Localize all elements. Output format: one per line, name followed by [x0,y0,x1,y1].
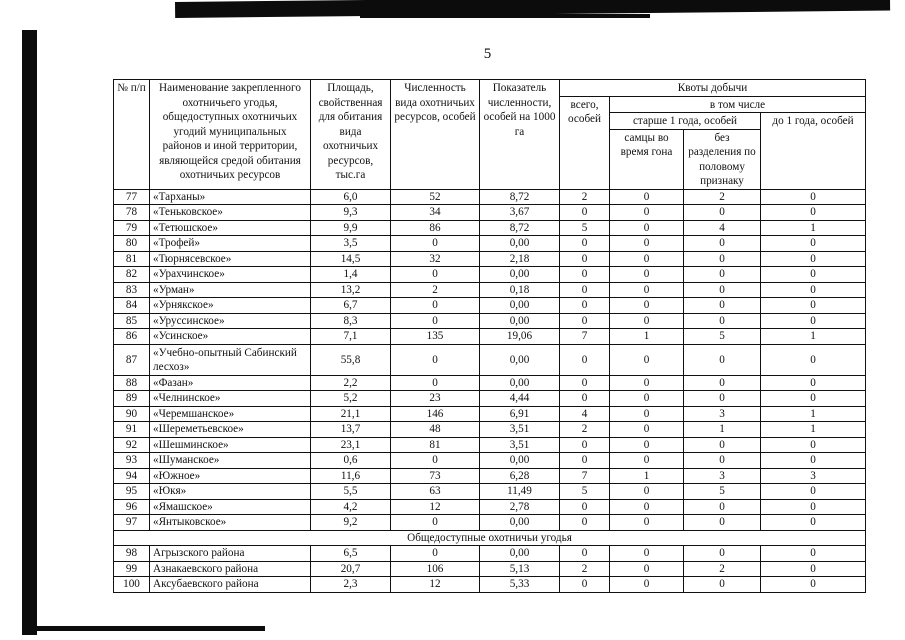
cell-males: 0 [610,298,684,314]
table-row [114,468,866,484]
cell-num: 100 [114,577,150,593]
cell-num: 97 [114,515,150,531]
cell-name: «Фазан» [150,375,311,391]
cell-name: «Шуманское» [150,453,311,469]
table-row [114,406,866,422]
header-area: Площадь, свойственная для обитания вида охотничьих ресурсов, тыс.га [311,80,391,190]
cell-young: 0 [761,375,866,391]
cell-males: 0 [610,422,684,438]
cell-density: 0,18 [480,282,560,298]
cell-num: 84 [114,298,150,314]
cell-density: 6,28 [480,468,560,484]
cell-area: 21,1 [311,406,391,422]
cell-total: 0 [560,205,610,221]
cell-area: 55,8 [311,344,391,375]
cell-young: 0 [761,546,866,562]
cell-nosex: 0 [684,515,761,531]
cell-density: 0,00 [480,313,560,329]
cell-total: 7 [560,468,610,484]
cell-name: Агрызского района [150,546,311,562]
table-row [114,313,866,329]
cell-num: 99 [114,561,150,577]
section-title: Общедоступные охотничьи угодья [114,530,866,546]
cell-name: «Учебно-опытный Сабинский лесхоз» [150,344,311,375]
cell-population: 12 [391,577,480,593]
table-row [114,484,866,500]
scan-edge-bottom [30,626,265,631]
cell-name: Азнакаевского района [150,561,311,577]
cell-population: 0 [391,344,480,375]
cell-total: 2 [560,561,610,577]
cell-density: 0,00 [480,236,560,252]
cell-name: «Ямашское» [150,499,311,515]
cell-males: 0 [610,267,684,283]
cell-area: 20,7 [311,561,391,577]
cell-area: 6,5 [311,546,391,562]
cell-males: 0 [610,220,684,236]
cell-nosex: 0 [684,577,761,593]
cell-population: 0 [391,546,480,562]
cell-population: 0 [391,375,480,391]
table-row [114,251,866,267]
cell-total: 0 [560,344,610,375]
cell-nosex: 0 [684,375,761,391]
cell-total: 0 [560,437,610,453]
cell-total: 0 [560,391,610,407]
cell-nosex: 0 [684,236,761,252]
scan-edge-left [22,30,37,635]
cell-young: 0 [761,267,866,283]
cell-population: 34 [391,205,480,221]
cell-total: 7 [560,329,610,345]
cell-num: 85 [114,313,150,329]
cell-males: 0 [610,484,684,500]
cell-males: 0 [610,236,684,252]
cell-young: 0 [761,499,866,515]
cell-nosex: 0 [684,391,761,407]
cell-population: 48 [391,422,480,438]
cell-density: 8,72 [480,189,560,205]
table-row [114,236,866,252]
cell-num: 96 [114,499,150,515]
cell-population: 81 [391,437,480,453]
cell-num: 78 [114,205,150,221]
cell-total: 0 [560,298,610,314]
cell-population: 0 [391,313,480,329]
cell-population: 0 [391,515,480,531]
cell-name: «Шереметьевское» [150,422,311,438]
cell-name: «Тарханы» [150,189,311,205]
header-including: в том числе [610,96,866,113]
cell-males: 0 [610,437,684,453]
cell-population: 23 [391,391,480,407]
cell-density: 8,72 [480,220,560,236]
cell-area: 2,2 [311,375,391,391]
cell-population: 146 [391,406,480,422]
table-row [114,561,866,577]
header-total: всего, особей [560,96,610,189]
cell-num: 81 [114,251,150,267]
cell-area: 4,2 [311,499,391,515]
cell-young: 0 [761,515,866,531]
cell-area: 13,7 [311,422,391,438]
cell-males: 0 [610,515,684,531]
cell-area: 0,6 [311,453,391,469]
cell-name: «Тюрнясевское» [150,251,311,267]
cell-total: 5 [560,220,610,236]
cell-nosex: 0 [684,453,761,469]
table-row [114,546,866,562]
cell-density: 2,78 [480,499,560,515]
scan-edge-top-thin [360,14,650,18]
table-row [114,205,866,221]
cell-total: 0 [560,546,610,562]
cell-males: 0 [610,375,684,391]
cell-density: 0,00 [480,344,560,375]
cell-num: 79 [114,220,150,236]
cell-nosex: 0 [684,437,761,453]
cell-num: 89 [114,391,150,407]
cell-density: 11,49 [480,484,560,500]
cell-density: 0,00 [480,267,560,283]
cell-nosex: 0 [684,313,761,329]
cell-num: 92 [114,437,150,453]
cell-total: 0 [560,267,610,283]
page-number: 5 [483,46,492,62]
cell-density: 5,33 [480,577,560,593]
cell-area: 5,5 [311,484,391,500]
cell-young: 0 [761,313,866,329]
header-nosex: без разделения по половому признаку [684,129,761,189]
cell-area: 14,5 [311,251,391,267]
cell-name: «Теньковское» [150,205,311,221]
cell-males: 0 [610,205,684,221]
cell-area: 6,7 [311,298,391,314]
cell-num: 88 [114,375,150,391]
cell-name: «Трофей» [150,236,311,252]
cell-males: 0 [610,499,684,515]
cell-total: 0 [560,236,610,252]
cell-population: 2 [391,282,480,298]
cell-total: 2 [560,422,610,438]
cell-population: 32 [391,251,480,267]
cell-young: 0 [761,236,866,252]
cell-nosex: 3 [684,468,761,484]
cell-young: 1 [761,329,866,345]
cell-young: 0 [761,437,866,453]
table-body [114,189,866,592]
cell-name: «Тетюшское» [150,220,311,236]
header-density: Показатель численности, особей на 1000 га [480,80,560,190]
header-name: Наименование закрепленного охотничьего угодья, общедоступных охотничьих угодий муниципальных районов и иной территории, являющейся средой обитания охотничьих ресурсов [150,80,311,190]
cell-num: 86 [114,329,150,345]
cell-name: «Южное» [150,468,311,484]
cell-males: 0 [610,406,684,422]
cell-name: «Юкя» [150,484,311,500]
section-row [114,530,866,546]
cell-area: 3,5 [311,236,391,252]
table-row [114,577,866,593]
cell-name: «Шешминское» [150,437,311,453]
cell-males: 0 [610,313,684,329]
cell-population: 106 [391,561,480,577]
cell-total: 0 [560,577,610,593]
table-row [114,391,866,407]
cell-num: 77 [114,189,150,205]
cell-area: 23,1 [311,437,391,453]
cell-density: 0,00 [480,546,560,562]
cell-nosex: 0 [684,251,761,267]
cell-name: «Урман» [150,282,311,298]
cell-density: 6,91 [480,406,560,422]
header-young: до 1 года, особей [761,113,866,190]
table-row [114,298,866,314]
table-row [114,375,866,391]
table-row [114,344,866,375]
cell-population: 0 [391,298,480,314]
cell-nosex: 2 [684,189,761,205]
cell-area: 9,3 [311,205,391,221]
cell-area: 9,2 [311,515,391,531]
cell-young: 0 [761,189,866,205]
cell-area: 13,2 [311,282,391,298]
cell-males: 1 [610,329,684,345]
cell-total: 0 [560,282,610,298]
cell-males: 0 [610,282,684,298]
cell-num: 94 [114,468,150,484]
table-row [114,422,866,438]
cell-nosex: 1 [684,422,761,438]
cell-males: 0 [610,546,684,562]
cell-young: 0 [761,205,866,221]
cell-population: 0 [391,236,480,252]
cell-total: 0 [560,515,610,531]
cell-males: 0 [610,561,684,577]
table-row [114,267,866,283]
cell-area: 6,0 [311,189,391,205]
cell-population: 0 [391,267,480,283]
table-row [114,437,866,453]
table-header [114,80,866,190]
cell-density: 5,13 [480,561,560,577]
cell-total: 2 [560,189,610,205]
cell-nosex: 0 [684,344,761,375]
cell-total: 0 [560,251,610,267]
cell-name: «Усинское» [150,329,311,345]
cell-population: 52 [391,189,480,205]
header-older: старше 1 года, особей [610,113,761,130]
cell-nosex: 0 [684,282,761,298]
cell-density: 19,06 [480,329,560,345]
cell-young: 0 [761,561,866,577]
cell-young: 0 [761,577,866,593]
header-population: Численность вида охотничьих ресурсов, особей [391,80,480,190]
header-males: самцы во время гона [610,129,684,189]
cell-population: 63 [391,484,480,500]
cell-total: 0 [560,375,610,391]
table-row [114,189,866,205]
cell-density: 4,44 [480,391,560,407]
cell-nosex: 4 [684,220,761,236]
cell-density: 0,00 [480,515,560,531]
cell-num: 80 [114,236,150,252]
table-row [114,515,866,531]
cell-num: 90 [114,406,150,422]
cell-num: 87 [114,344,150,375]
cell-area: 1,4 [311,267,391,283]
cell-young: 0 [761,484,866,500]
table-row [114,329,866,345]
cell-nosex: 2 [684,561,761,577]
cell-density: 3,51 [480,437,560,453]
cell-area: 8,3 [311,313,391,329]
cell-total: 0 [560,313,610,329]
cell-density: 0,00 [480,298,560,314]
cell-name: «Урнякское» [150,298,311,314]
cell-nosex: 0 [684,546,761,562]
cell-area: 11,6 [311,468,391,484]
table-row [114,453,866,469]
cell-nosex: 0 [684,267,761,283]
cell-total: 0 [560,453,610,469]
cell-num: 82 [114,267,150,283]
cell-density: 0,00 [480,453,560,469]
cell-young: 3 [761,468,866,484]
cell-name: «Янтыковское» [150,515,311,531]
cell-young: 1 [761,422,866,438]
cell-population: 73 [391,468,480,484]
cell-males: 0 [610,391,684,407]
cell-density: 3,67 [480,205,560,221]
cell-population: 12 [391,499,480,515]
cell-young: 0 [761,391,866,407]
cell-density: 3,51 [480,422,560,438]
cell-density: 0,00 [480,375,560,391]
cell-males: 0 [610,577,684,593]
cell-nosex: 3 [684,406,761,422]
cell-young: 0 [761,453,866,469]
cell-total: 5 [560,484,610,500]
cell-young: 1 [761,220,866,236]
cell-young: 0 [761,282,866,298]
cell-young: 0 [761,251,866,267]
cell-young: 0 [761,344,866,375]
cell-name: Аксубаевского района [150,577,311,593]
cell-males: 0 [610,189,684,205]
cell-population: 0 [391,453,480,469]
header-quota: Квоты добычи [560,80,866,97]
cell-area: 2,3 [311,577,391,593]
cell-total: 4 [560,406,610,422]
table-row [114,499,866,515]
cell-nosex: 5 [684,329,761,345]
cell-density: 2,18 [480,251,560,267]
cell-population: 86 [391,220,480,236]
cell-name: «Уруссинское» [150,313,311,329]
cell-area: 5,2 [311,391,391,407]
cell-nosex: 0 [684,298,761,314]
cell-num: 83 [114,282,150,298]
cell-nosex: 0 [684,499,761,515]
cell-num: 93 [114,453,150,469]
cell-young: 0 [761,298,866,314]
cell-nosex: 0 [684,205,761,221]
quota-table [113,79,866,593]
cell-num: 98 [114,546,150,562]
cell-name: «Черемшанское» [150,406,311,422]
cell-males: 0 [610,453,684,469]
cell-name: «Урахчинское» [150,267,311,283]
table-row [114,220,866,236]
cell-males: 0 [610,251,684,267]
table-row [114,282,866,298]
header-num: № п/п [114,80,150,190]
cell-name: «Челнинское» [150,391,311,407]
cell-young: 1 [761,406,866,422]
cell-area: 7,1 [311,329,391,345]
cell-area: 9,9 [311,220,391,236]
cell-num: 95 [114,484,150,500]
cell-population: 135 [391,329,480,345]
cell-total: 0 [560,499,610,515]
cell-nosex: 5 [684,484,761,500]
cell-males: 0 [610,344,684,375]
cell-num: 91 [114,422,150,438]
cell-males: 1 [610,468,684,484]
